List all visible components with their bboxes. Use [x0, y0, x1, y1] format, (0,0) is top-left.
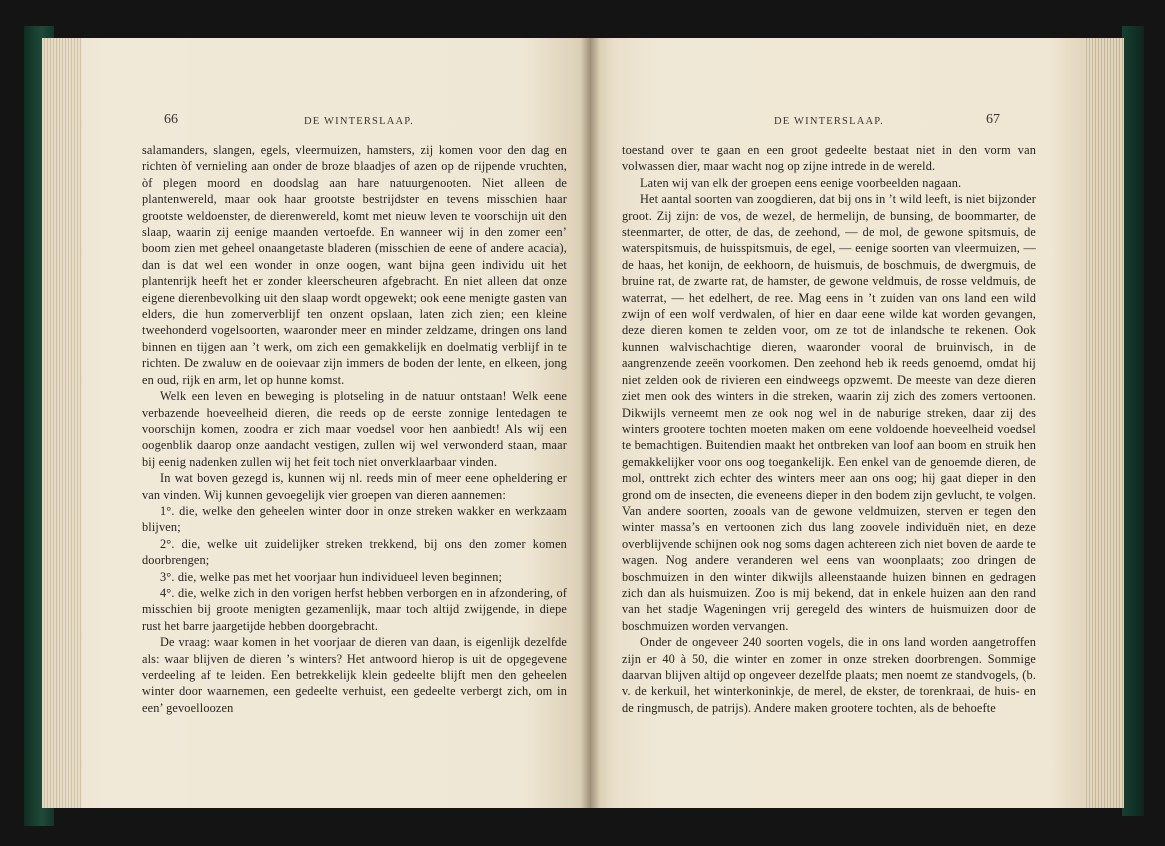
right-page-text — [622, 142, 1036, 716]
paragraph: Welk een leven en beweging is plotseling in de natuur ontstaan! Welk eene verbazende hoeveelheid dieren, die reeds op de eerste zonnige lentedagen te voorschijn komen, zoodra er zich maar voedsel voor hen aanbiedt! Als wij een oogenblik daarop onze aandacht vestigen, zullen wij wel verwonderd staan, maar bij eenig nadenken zullen wij het feit toch niet onverklaarbaar vinden. — [142, 389, 567, 469]
paragraph: Het aantal soorten van zoogdieren, dat bij ons in ’t wild leeft, is niet bijzonder groot. Zij zijn: de vos, de wezel, de hermelijn, de bunsing, de boommarter, de steenmarter, de otter, de das, de zeehond, — de mol, de gewone spitsmuis, de waterspitsmuis, de huisspitsmuis, de egel, — eenige soorten van vleermuizen, — de haas, het konijn, de eekhoorn, de huismuis, de boschmuis, de dwergmuis, de bruine rat, de zwarte rat, de hamster, de gewone veldmuis, de rosse veldmuis, de waterrat, — het edelhert, de ree. Mag eens in ’t zuiden van ons land een wild zwijn of een wolf verdwalen, of hier en daar eene wilde kat worden gevangen, deze dieren komen te zelden voor, om ze tot de inlandsche te rekenen. Ook kunnen walvischachtige dieren, waaronder vooral de bruinvisch, in de aangrenzende zeeën voorkomen. Den zeehond heb ik reeds genoemd, omdat hij niet zelden ook de rivieren een eindweegs opzwemt. De meeste van deze dieren ziet men ook des winters in die streken, waarin zij zich des zomers vertoonen. Dikwijls verneemt men ze ook nog wel in de naburige streken, daar zij des winters grootere tochten moeten maken om eene voldoende hoeveelheid voedsel te bemachtigen. Buitendien maakt het ontbreken van loof aan boom en struik hen gemakkelijker voor ons oog toegankelijk. Een enkel van de genoemde dieren, de mol, onttrekt zich echter des winters meer aan ons oog; hij gaat dieper in den grond om de insecten, die eveneens dieper in den bodem zijn gevlucht, te volgen. Van andere soorten, zooals van de gewone veldmuizen, sterven er tegen den winter massa’s en vertoonen zich dus lang zoovele individuën niet, en deze overblijvende schijnen ook nog soms dagen achtereen zich niet boven de aarde te wagen. Nog andere veranderen wel eens van woonplaats; zoo dringen de boschmuizen in den winter dikwijls alleenstaande huizen binnen en gedragen zich dan als huismuizen. Zoo is mij bekend, dat in enkele huizen aan den rand van het stadje Wageningen vrij geregeld des winters de huismuizen door de boschmuizen worden vervangen. — [622, 192, 1036, 633]
running-head-right: DE WINTERSLAAP. — [774, 116, 884, 127]
right-page — [590, 38, 1124, 808]
page-number-right: 67 — [986, 112, 1000, 127]
paragraph: De vraag: waar komen in het voorjaar de dieren van daan, is eigenlijk dezelfde als: waar blijven de dieren ’s winters? Het antwoord hierop is uit de opgegevene verdeeling af te leiden. Een betrekkelijk klein gedeelte blijft men den geheelen winter door waarnemen, een gedeelte verhuist, een gedeelte verbergt zich, om in een’ gevoelloozen — [142, 635, 567, 715]
list-item: 1°. die, welke den geheelen winter door in onze streken wakker en werkzaam blijven; — [142, 503, 567, 535]
left-page-text — [142, 142, 567, 716]
list-item: 4°. die, welke zich in den vorigen herfst hebben verborgen en in afzondering, of misschien bij groote menigten gezamenlijk, maar toch altijd zwijgende, in diepe rust het barre jaargetijde hebben doorgebracht. — [142, 585, 567, 633]
paragraph: Onder de ongeveer 240 soorten vogels, die in ons land worden aangetroffen zijn er 40 à 50, die winter en zomer in onze streken doorbrengen. Sommige daarvan blijven altijd op ongeveer dezelfde plaats; men noemt ze standvogels, (b. v. de kerkuil, het winterkoninkje, de merel, de ekster, de torenkraai, de huis- en de ringmusch, de patrijs). Andere maken grootere tochten, als de behoefte — [622, 635, 1036, 715]
book-gutter — [580, 38, 600, 808]
list-item: 2°. die, welke uit zuidelijker streken trekkend, bij ons den zomer komen doorbrengen; — [142, 536, 567, 568]
left-page — [42, 38, 590, 808]
page-edges-right — [1084, 38, 1124, 808]
list-item: 3°. die, welke pas met het voorjaar hun individueel leven beginnen; — [160, 569, 503, 584]
paragraph: Laten wij van elk der groepen eens eenige voorbeelden nagaan. — [640, 175, 962, 190]
running-head-left: DE WINTERSLAAP. — [304, 116, 414, 127]
paragraph: salamanders, slangen, egels, vleermuizen, hamsters, zij komen voor den dag en richten òf vernieling aan onder de broze blaadjes of azen op de rijpende vruchten, òf plegen moord en doodslag aan hare natuurgenooten. Niet alleen de plantenwereld, maar ook haar grootste bestrijdster en tevens misschien haar grootste weldoenster, de dierenwereld, komt met nieuw leven te voorschijn uit den slaap, waarin zij eenige maanden vertoefde. En wanneer wij in den zomer een’ boom zien met geheel onaangetaste bladeren (misschien de eene of andere acacia), dan is dat wel een wonder in onze oogen, want bijna geen individu uit het plantenrijk heeft het er zonder kleerscheuren afgebracht. En niet alleen dat onze eigene dierenbevolking uit den slaap wordt opgewekt; ook eene menigte gasten van elders, die hun zomerverblijf ten onzent opslaan, laten zich zien; een kleine tweehonderd vogelsoorten, waaronder meer en minder zeldzame, dringen ons land binnen en tijgen aan ’t werk, om zich een gemakkelijk en doelmatig verblijf in te richten. De zwaluw en de ooievaar zijn immers de boden der lente, en elkeen, jong en oud, rijk en arm, let op hunne komst. — [142, 143, 567, 387]
open-book — [24, 26, 1144, 826]
paragraph: toestand over te gaan en een groot gedeelte bestaat niet in den vorm van volwassen dier, maar wacht nog op zijne intrede in de wereld. — [622, 143, 1036, 174]
book-cover-right-edge — [1122, 26, 1144, 816]
page-number-left: 66 — [164, 112, 178, 127]
page-edges-left — [42, 38, 82, 808]
paragraph: In wat boven gezegd is, kunnen wij nl. reeds min of meer eene opheldering er van vinden. Wij kunnen gevoegelijk vier groepen van dieren aannemen: — [142, 471, 567, 502]
